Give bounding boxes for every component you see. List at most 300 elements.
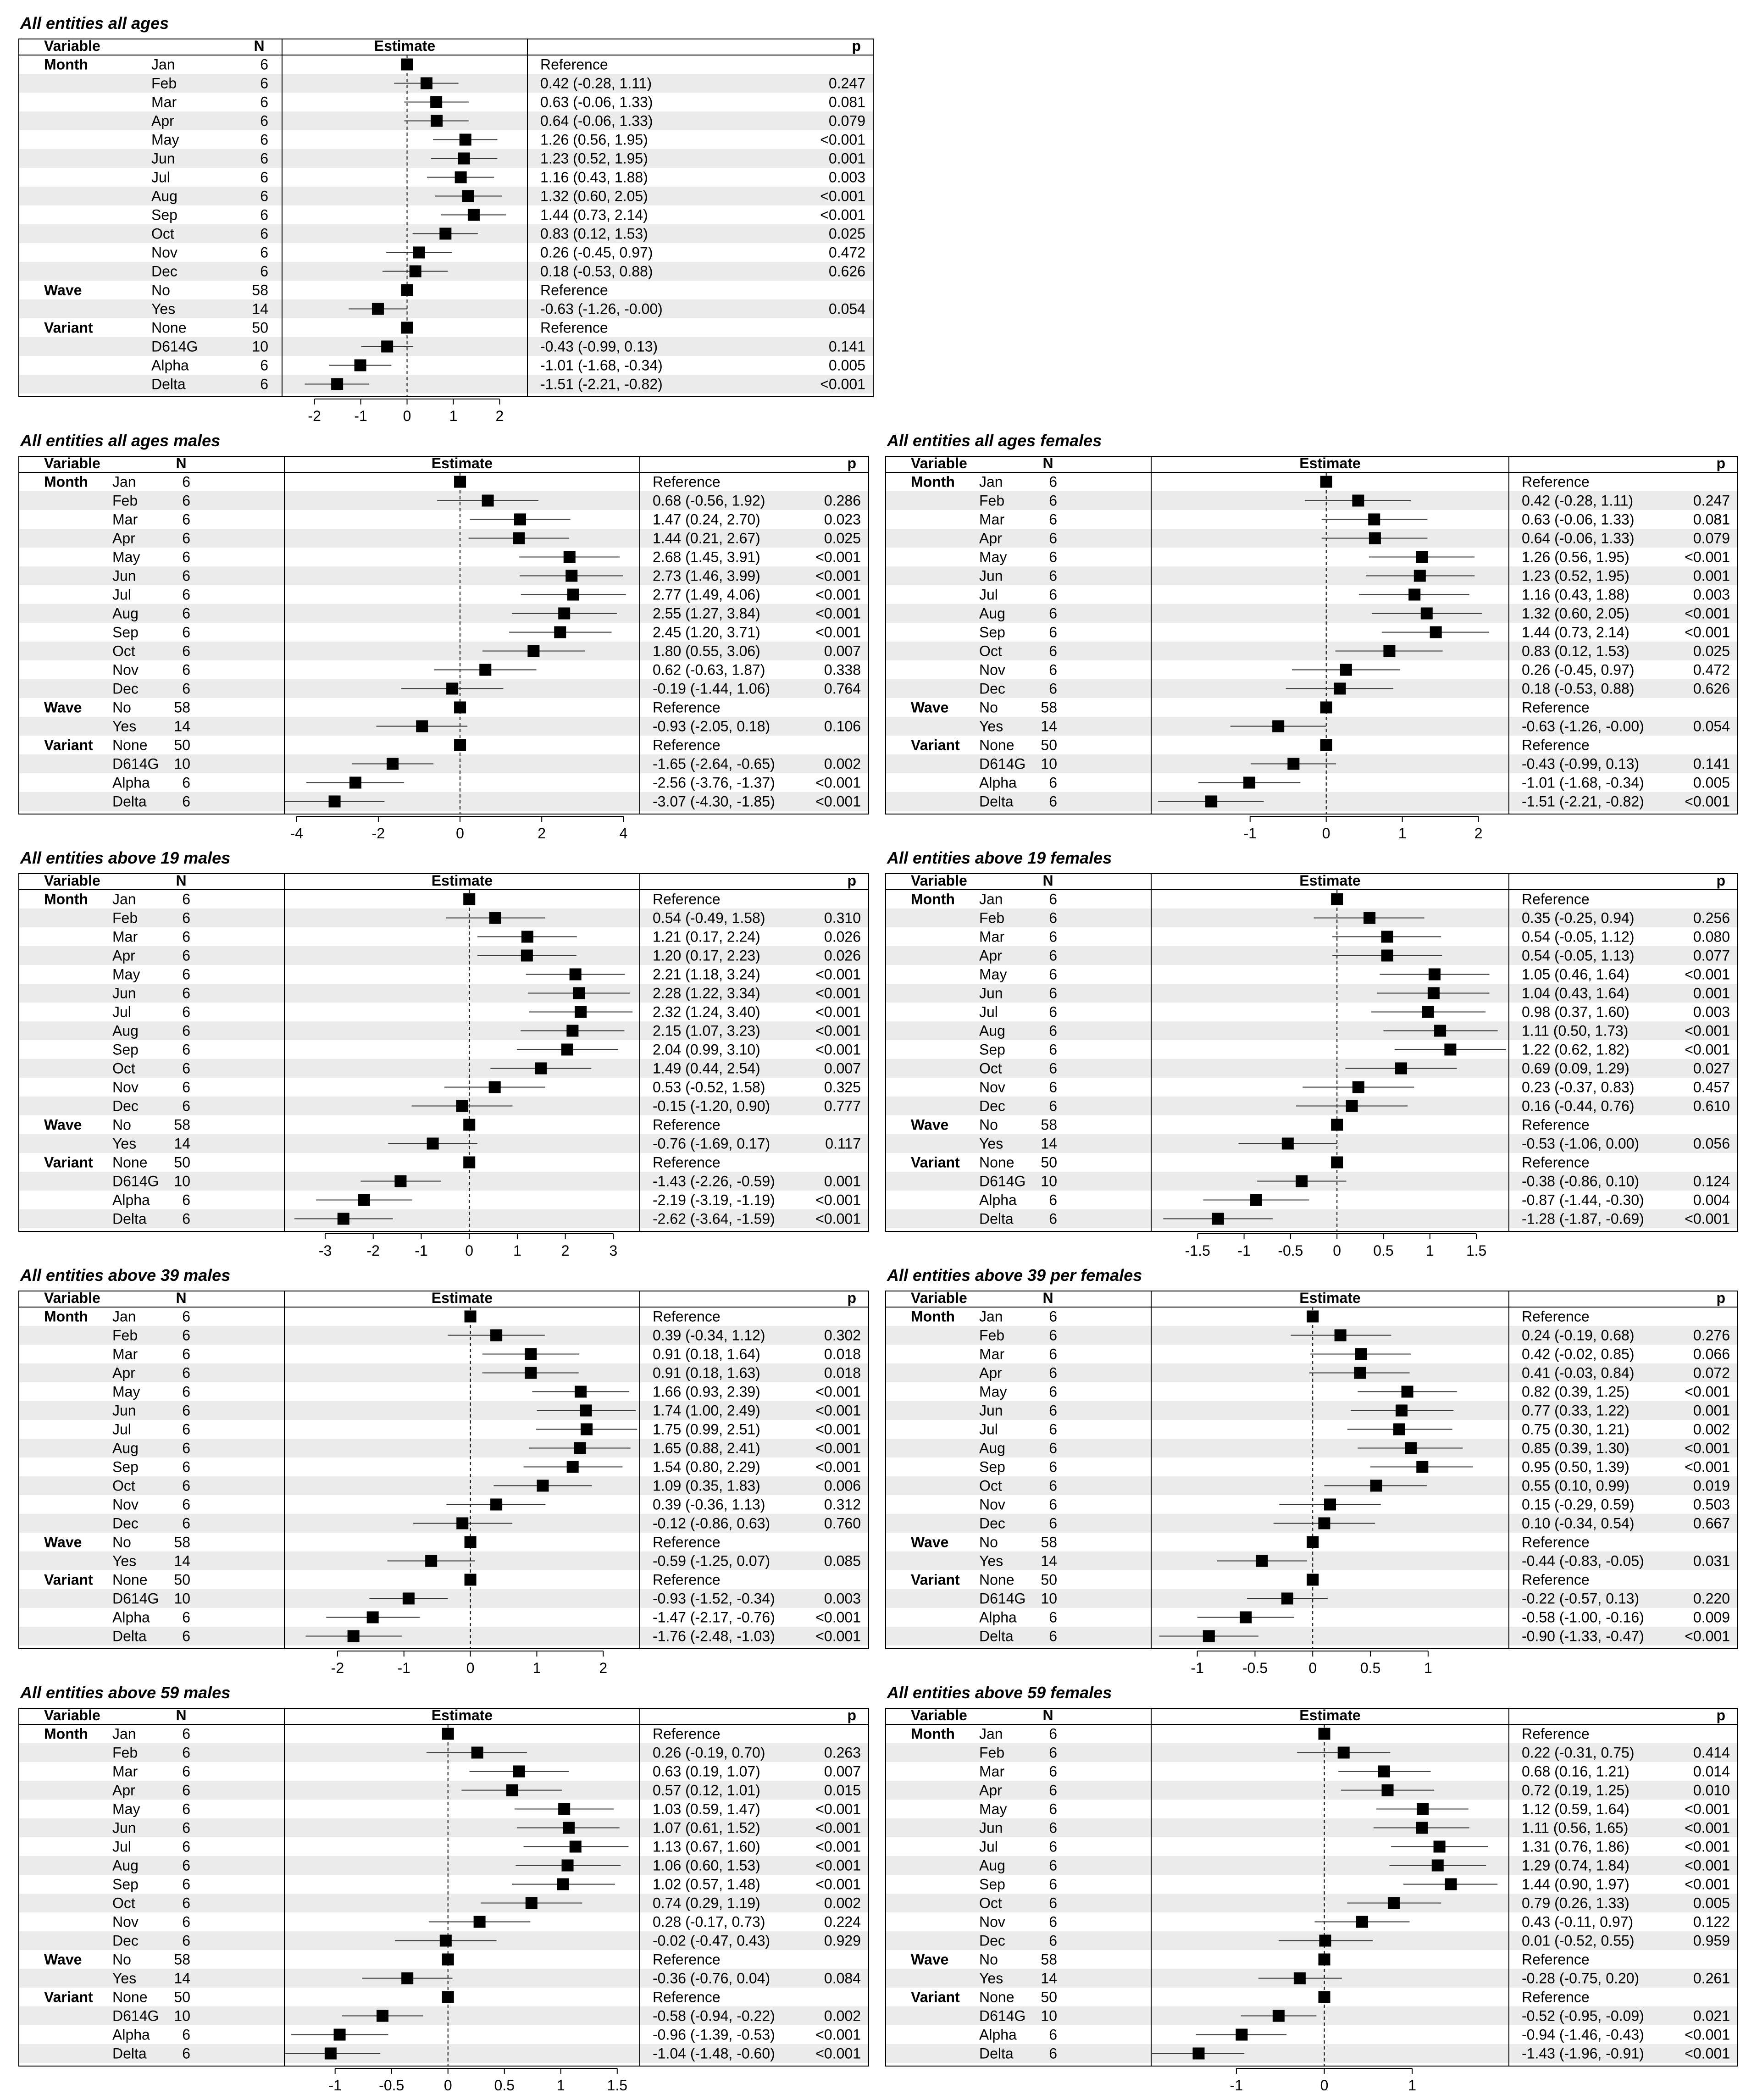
- group-label: Wave: [44, 699, 82, 716]
- ci-text: 1.47 (0.24, 2.70): [653, 511, 760, 528]
- p-value: <0.001: [815, 1857, 861, 1874]
- n-value: 58: [174, 1534, 190, 1551]
- p-value: 0.072: [1693, 1364, 1730, 1381]
- level-label: No: [112, 1951, 131, 1968]
- group-label: Wave: [911, 1951, 949, 1968]
- ci-text: -0.58 (-0.94, -0.22): [653, 2007, 775, 2024]
- group-label: Month: [911, 891, 955, 908]
- group-label: Wave: [44, 282, 82, 299]
- estimate-point: [1319, 1954, 1330, 1966]
- estimate-point: [1340, 664, 1352, 676]
- n-value: 6: [182, 1191, 190, 1208]
- estimate-point: [401, 322, 413, 334]
- estimate-point: [1331, 1119, 1343, 1131]
- level-label: Aug: [151, 188, 177, 205]
- n-value: 6: [1049, 530, 1057, 547]
- forest-panel-7: [885, 1266, 1738, 1681]
- ci-text: 1.80 (0.55, 3.06): [653, 643, 760, 659]
- level-label: D614G: [979, 1590, 1026, 1607]
- n-value: 6: [182, 473, 190, 490]
- p-value: <0.001: [815, 1458, 861, 1475]
- level-label: Dec: [979, 1932, 1005, 1949]
- ci-text: -1.47 (-2.17, -0.76): [653, 1609, 775, 1626]
- n-value: 6: [1049, 947, 1057, 964]
- header-p: p: [847, 872, 856, 889]
- level-label: Sep: [979, 1876, 1005, 1893]
- ci-text: 2.28 (1.22, 3.34): [653, 985, 760, 1002]
- p-value: 0.276: [1693, 1327, 1730, 1344]
- level-label: Aug: [112, 1857, 139, 1874]
- p-value: <0.001: [1685, 624, 1730, 641]
- p-value: 0.001: [824, 1173, 861, 1190]
- n-value: 6: [260, 112, 268, 129]
- x-tick-label: -2: [366, 1242, 380, 1259]
- n-value: 6: [1049, 1458, 1057, 1475]
- n-value: 6: [182, 1895, 190, 1912]
- p-value: 0.503: [1693, 1496, 1730, 1513]
- estimate-point: [561, 1044, 573, 1056]
- level-label: Alpha: [112, 1609, 150, 1626]
- group-label: Wave: [911, 699, 949, 716]
- estimate-point: [1352, 1081, 1364, 1093]
- level-label: None: [112, 1154, 148, 1171]
- group-label: Variant: [911, 1154, 960, 1171]
- n-value: 6: [182, 1440, 190, 1457]
- level-label: D614G: [979, 1173, 1026, 1190]
- estimate-point: [526, 1897, 538, 1909]
- header-p: p: [1716, 1290, 1725, 1306]
- ci-text: -0.19 (-1.44, 1.06): [653, 680, 770, 697]
- estimate-point: [1319, 1728, 1330, 1740]
- ci-text: 1.31 (0.76, 1.86): [1522, 1838, 1630, 1855]
- level-label: Jun: [979, 1819, 1003, 1836]
- x-tick-label: 1: [556, 2077, 565, 2094]
- estimate-point: [489, 912, 501, 924]
- ci-text: -1.28 (-1.87, -0.69): [1522, 1210, 1644, 1227]
- p-value: <0.001: [815, 1838, 861, 1855]
- level-label: Jul: [979, 1838, 998, 1855]
- estimate-point: [1273, 2010, 1285, 2022]
- p-value: <0.001: [815, 774, 861, 791]
- header-n: N: [176, 1290, 187, 1306]
- n-value: 6: [182, 680, 190, 697]
- p-value: 0.224: [824, 1913, 861, 1930]
- estimate-point: [513, 1766, 525, 1778]
- ci-text: -0.22 (-0.57, 0.13): [1522, 1590, 1640, 1607]
- estimate-point: [442, 1954, 454, 1966]
- estimate-point: [1335, 1330, 1347, 1341]
- forest-panel-2: [18, 431, 869, 847]
- ci-text: 0.63 (0.19, 1.07): [653, 1763, 760, 1780]
- n-value: 6: [182, 624, 190, 641]
- level-label: Yes: [112, 1135, 137, 1152]
- n-value: 6: [182, 2026, 190, 2043]
- p-value: <0.001: [1685, 1383, 1730, 1400]
- level-label: Nov: [151, 244, 177, 261]
- level-label: Oct: [112, 1895, 135, 1912]
- n-value: 6: [182, 1857, 190, 1874]
- p-value: 0.117: [825, 1135, 861, 1152]
- estimate-point: [1272, 720, 1284, 732]
- estimate-point: [490, 1499, 502, 1511]
- p-value: 0.124: [1693, 1173, 1730, 1190]
- ci-text: 1.66 (0.93, 2.39): [653, 1383, 760, 1400]
- p-value: 0.004: [1693, 1191, 1730, 1208]
- n-value: 6: [260, 357, 268, 374]
- n-value: 6: [1049, 1932, 1057, 1949]
- estimate-point: [1396, 1405, 1408, 1417]
- p-value: 0.626: [1693, 680, 1730, 697]
- level-label: May: [979, 966, 1007, 983]
- forest-svg: [18, 39, 874, 429]
- header-n: N: [1042, 455, 1053, 471]
- level-label: Oct: [151, 225, 174, 242]
- group-label: Month: [44, 473, 88, 490]
- x-tick-label: 1: [1425, 1242, 1434, 1259]
- panel-title: All entities all ages females: [887, 431, 1102, 450]
- estimate-point: [513, 532, 525, 544]
- n-value: 58: [174, 1116, 190, 1133]
- ci-text: 0.15 (-0.29, 0.59): [1522, 1496, 1635, 1513]
- estimate-point: [1434, 1841, 1446, 1853]
- x-tick-label: 0: [1322, 825, 1330, 842]
- level-label: Delta: [151, 376, 186, 393]
- level-label: Jan: [979, 1308, 1003, 1325]
- level-label: Jul: [979, 586, 998, 603]
- estimate-point: [514, 514, 526, 526]
- n-value: 14: [174, 1970, 190, 1987]
- n-value: 6: [182, 1932, 190, 1949]
- estimate-point: [1212, 1213, 1224, 1225]
- n-value: 6: [1049, 966, 1057, 983]
- n-value: 6: [182, 1609, 190, 1626]
- n-value: 6: [182, 1308, 190, 1325]
- n-value: 6: [182, 1876, 190, 1893]
- n-value: 58: [1041, 699, 1057, 716]
- ci-text: 1.29 (0.74, 1.84): [1522, 1857, 1630, 1874]
- estimate-point: [1282, 1138, 1294, 1150]
- ci-text: 2.45 (1.20, 3.71): [653, 624, 760, 641]
- forest-panel-9: [885, 1683, 1738, 2099]
- estimate-point: [506, 1784, 518, 1796]
- p-value: 0.003: [828, 169, 865, 186]
- x-tick-label: -4: [290, 825, 303, 842]
- n-value: 6: [1049, 586, 1057, 603]
- ci-text: 0.54 (-0.05, 1.12): [1522, 928, 1635, 945]
- n-value: 6: [182, 1801, 190, 1817]
- ci-text: 1.74 (1.00, 2.49): [653, 1402, 760, 1419]
- n-value: 6: [182, 1346, 190, 1363]
- ci-text: 0.72 (0.19, 1.25): [1522, 1782, 1630, 1799]
- ci-text: 0.26 (-0.19, 0.70): [653, 1744, 765, 1761]
- n-value: 6: [1049, 1801, 1057, 1817]
- n-value: 6: [1049, 1515, 1057, 1532]
- ci-text: 0.68 (0.16, 1.21): [1522, 1763, 1630, 1780]
- n-value: 6: [182, 549, 190, 565]
- x-tick-label: 1: [532, 1660, 541, 1676]
- estimate-point: [1320, 702, 1332, 714]
- estimate-point: [456, 1100, 468, 1112]
- level-label: Aug: [979, 1857, 1005, 1874]
- estimate-point: [1429, 969, 1441, 981]
- estimate-point: [1320, 476, 1332, 488]
- p-value: <0.001: [815, 2026, 861, 2043]
- level-label: Aug: [112, 1440, 139, 1457]
- ci-text: Reference: [1522, 1989, 1590, 2006]
- ci-text: 1.13 (0.67, 1.60): [653, 1838, 760, 1855]
- x-tick-label: -2: [308, 408, 321, 424]
- p-value: 0.054: [1693, 718, 1730, 735]
- n-value: 14: [174, 1552, 190, 1569]
- panel-title: All entities all ages: [20, 14, 169, 33]
- n-value: 6: [182, 891, 190, 908]
- estimate-point: [430, 96, 442, 108]
- n-value: 6: [1049, 1327, 1057, 1344]
- estimate-point: [1381, 931, 1393, 943]
- level-label: None: [112, 737, 148, 754]
- ci-text: -1.76 (-2.48, -1.03): [653, 1628, 775, 1645]
- level-label: None: [979, 1154, 1014, 1171]
- p-value: <0.001: [1685, 1838, 1730, 1855]
- p-value: <0.001: [820, 188, 865, 205]
- p-value: 0.141: [1693, 755, 1730, 772]
- estimate-point: [1363, 912, 1375, 924]
- ci-text: -1.01 (-1.68, -0.34): [1522, 774, 1644, 791]
- p-value: <0.001: [815, 1876, 861, 1893]
- p-value: 0.310: [824, 909, 861, 926]
- n-value: 10: [174, 2007, 190, 2024]
- n-value: 6: [182, 492, 190, 509]
- ci-text: -0.12 (-0.86, 0.63): [653, 1515, 770, 1532]
- level-label: No: [112, 1116, 131, 1133]
- header-p: p: [1716, 1707, 1725, 1723]
- n-value: 6: [182, 985, 190, 1002]
- n-value: 6: [182, 1496, 190, 1513]
- estimate-point: [566, 1025, 578, 1037]
- n-value: 6: [1049, 774, 1057, 791]
- level-label: Sep: [112, 1458, 139, 1475]
- ci-text: 0.01 (-0.52, 0.55): [1522, 1932, 1635, 1949]
- n-value: 10: [1041, 2007, 1057, 2024]
- level-label: Sep: [112, 1041, 139, 1058]
- x-tick-label: 0.5: [494, 2077, 515, 2094]
- ci-text: 0.68 (-0.56, 1.92): [653, 492, 765, 509]
- n-value: 6: [260, 94, 268, 111]
- n-value: 6: [1049, 1402, 1057, 1419]
- ci-text: 1.23 (0.52, 1.95): [1522, 567, 1630, 584]
- estimate-point: [1402, 1386, 1413, 1398]
- estimate-point: [564, 551, 576, 563]
- p-value: <0.001: [815, 1801, 861, 1817]
- n-value: 14: [1041, 718, 1057, 735]
- p-value: 0.777: [824, 1097, 861, 1114]
- p-value: 0.760: [824, 1515, 861, 1532]
- ci-text: 1.75 (0.99, 2.51): [653, 1421, 760, 1438]
- p-value: 0.085: [824, 1552, 861, 1569]
- estimate-point: [1192, 2048, 1204, 2060]
- n-value: 6: [1049, 1346, 1057, 1363]
- p-value: 0.122: [1693, 1913, 1730, 1930]
- level-label: Dec: [112, 1515, 139, 1532]
- estimate-point: [458, 153, 470, 165]
- estimate-point: [1319, 1991, 1330, 2003]
- forest-svg: [885, 873, 1738, 1264]
- n-value: 50: [174, 1989, 190, 2006]
- n-value: 6: [182, 1477, 190, 1494]
- ci-text: 0.41 (-0.03, 0.84): [1522, 1364, 1635, 1381]
- n-value: 6: [260, 150, 268, 167]
- level-label: Mar: [979, 1763, 1005, 1780]
- level-label: Dec: [112, 680, 139, 697]
- level-label: Mar: [979, 511, 1005, 528]
- ci-text: Reference: [653, 1534, 721, 1551]
- p-value: 0.001: [828, 150, 865, 167]
- n-value: 6: [1049, 909, 1057, 926]
- estimate-point: [1395, 1063, 1407, 1075]
- p-value: 0.141: [828, 338, 865, 355]
- ci-text: -0.52 (-0.95, -0.09): [1522, 2007, 1644, 2024]
- estimate-point: [563, 1822, 575, 1834]
- estimate-point: [1334, 683, 1346, 695]
- level-label: Mar: [112, 511, 138, 528]
- x-tick-label: 1: [1408, 2077, 1417, 2094]
- x-tick-label: 0.5: [1373, 1242, 1394, 1259]
- ci-text: 0.18 (-0.53, 0.88): [1522, 680, 1635, 697]
- estimate-point: [1369, 532, 1381, 544]
- header-variable: Variable: [911, 1290, 967, 1306]
- estimate-point: [463, 1157, 475, 1169]
- n-value: 58: [1041, 1951, 1057, 1968]
- p-value: <0.001: [815, 1383, 861, 1400]
- n-value: 6: [260, 131, 268, 148]
- ci-text: 1.26 (0.56, 1.95): [1522, 549, 1630, 565]
- estimate-point: [1324, 1499, 1336, 1511]
- n-value: 6: [182, 1744, 190, 1761]
- estimate-point: [1331, 1157, 1343, 1169]
- level-label: May: [979, 1383, 1007, 1400]
- level-label: Alpha: [112, 2026, 150, 2043]
- x-tick-label: 0: [1333, 1242, 1341, 1259]
- level-label: Dec: [979, 1515, 1005, 1532]
- ci-text: 0.62 (-0.63, 1.87): [653, 661, 765, 678]
- p-value: 0.056: [1693, 1135, 1730, 1152]
- ci-text: 0.39 (-0.36, 1.13): [653, 1496, 765, 1513]
- ci-text: 0.54 (-0.49, 1.58): [653, 909, 765, 926]
- n-value: 14: [174, 1135, 190, 1152]
- group-label: Wave: [44, 1116, 82, 1133]
- n-value: 6: [182, 1060, 190, 1077]
- header-variable: Variable: [911, 872, 967, 889]
- ci-text: -0.93 (-1.52, -0.34): [653, 1590, 775, 1607]
- row-stripe: [19, 375, 873, 393]
- p-value: <0.001: [1685, 1628, 1730, 1645]
- p-value: 0.472: [828, 244, 865, 261]
- n-value: 10: [1041, 1590, 1057, 1607]
- n-value: 6: [1049, 1477, 1057, 1494]
- estimate-point: [1416, 1461, 1428, 1473]
- n-value: 6: [260, 169, 268, 186]
- ci-text: -1.51 (-2.21, -0.82): [1522, 793, 1644, 810]
- estimate-point: [521, 931, 533, 943]
- level-label: Jun: [112, 985, 136, 1002]
- level-label: Alpha: [979, 1609, 1017, 1626]
- n-value: 58: [174, 1951, 190, 1968]
- p-value: 0.009: [1693, 1609, 1730, 1626]
- p-value: 0.023: [824, 511, 861, 528]
- n-value: 6: [182, 1421, 190, 1438]
- ci-text: -0.96 (-1.39, -0.53): [653, 2026, 775, 2043]
- level-label: None: [112, 1989, 148, 2006]
- estimate-point: [573, 987, 585, 999]
- level-label: Aug: [112, 1022, 139, 1039]
- p-value: 0.263: [824, 1744, 861, 1761]
- header-variable: Variable: [911, 455, 967, 471]
- level-label: D614G: [979, 755, 1026, 772]
- x-tick-label: 0: [1320, 2077, 1329, 2094]
- n-value: 6: [182, 909, 190, 926]
- n-value: 6: [1049, 1022, 1057, 1039]
- n-value: 14: [252, 300, 268, 317]
- p-value: <0.001: [815, 966, 861, 983]
- p-value: 0.338: [824, 661, 861, 678]
- x-tick-label: 0: [465, 1242, 474, 1259]
- level-label: Jun: [112, 567, 136, 584]
- level-label: Yes: [112, 1552, 137, 1569]
- n-value: 6: [182, 1819, 190, 1836]
- header-estimate: Estimate: [1299, 872, 1361, 889]
- level-label: Alpha: [151, 357, 189, 374]
- forest-panel-8: [18, 1683, 869, 2099]
- ci-text: Reference: [1522, 699, 1590, 716]
- ci-text: Reference: [540, 319, 608, 336]
- estimate-point: [465, 1311, 477, 1323]
- estimate-point: [489, 1081, 501, 1093]
- ci-text: 0.57 (0.12, 1.01): [653, 1782, 760, 1799]
- p-value: <0.001: [815, 985, 861, 1002]
- n-value: 6: [1049, 549, 1057, 565]
- n-value: 6: [182, 774, 190, 791]
- level-label: D614G: [112, 755, 159, 772]
- p-value: 0.001: [1693, 1402, 1730, 1419]
- level-label: Feb: [979, 909, 1005, 926]
- ci-text: 0.42 (-0.02, 0.85): [1522, 1346, 1635, 1363]
- level-label: Mar: [112, 928, 138, 945]
- ci-text: Reference: [653, 737, 721, 754]
- ci-text: -1.01 (-1.68, -0.34): [540, 357, 663, 374]
- level-label: Sep: [979, 1041, 1005, 1058]
- n-value: 6: [1049, 1744, 1057, 1761]
- level-label: Jan: [112, 1308, 136, 1325]
- estimate-point: [1346, 1100, 1358, 1112]
- n-value: 6: [182, 605, 190, 622]
- n-value: 6: [1049, 1913, 1057, 1930]
- level-label: Sep: [979, 1458, 1005, 1475]
- n-value: 6: [1049, 1079, 1057, 1096]
- estimate-point: [1287, 758, 1299, 770]
- ci-text: -0.63 (-1.26, -0.00): [540, 300, 663, 317]
- p-value: 0.764: [824, 680, 861, 697]
- ci-text: Reference: [1522, 891, 1590, 908]
- n-value: 6: [1049, 1725, 1057, 1742]
- ci-text: -0.63 (-1.26, -0.00): [1522, 718, 1644, 735]
- estimate-point: [575, 1006, 587, 1018]
- estimate-point: [425, 1555, 437, 1567]
- panel-title: All entities above 59 males: [20, 1683, 231, 1702]
- estimate-point: [454, 476, 466, 488]
- ci-text: -2.56 (-3.76, -1.37): [653, 774, 775, 791]
- n-value: 6: [182, 1763, 190, 1780]
- level-label: Jul: [151, 169, 170, 186]
